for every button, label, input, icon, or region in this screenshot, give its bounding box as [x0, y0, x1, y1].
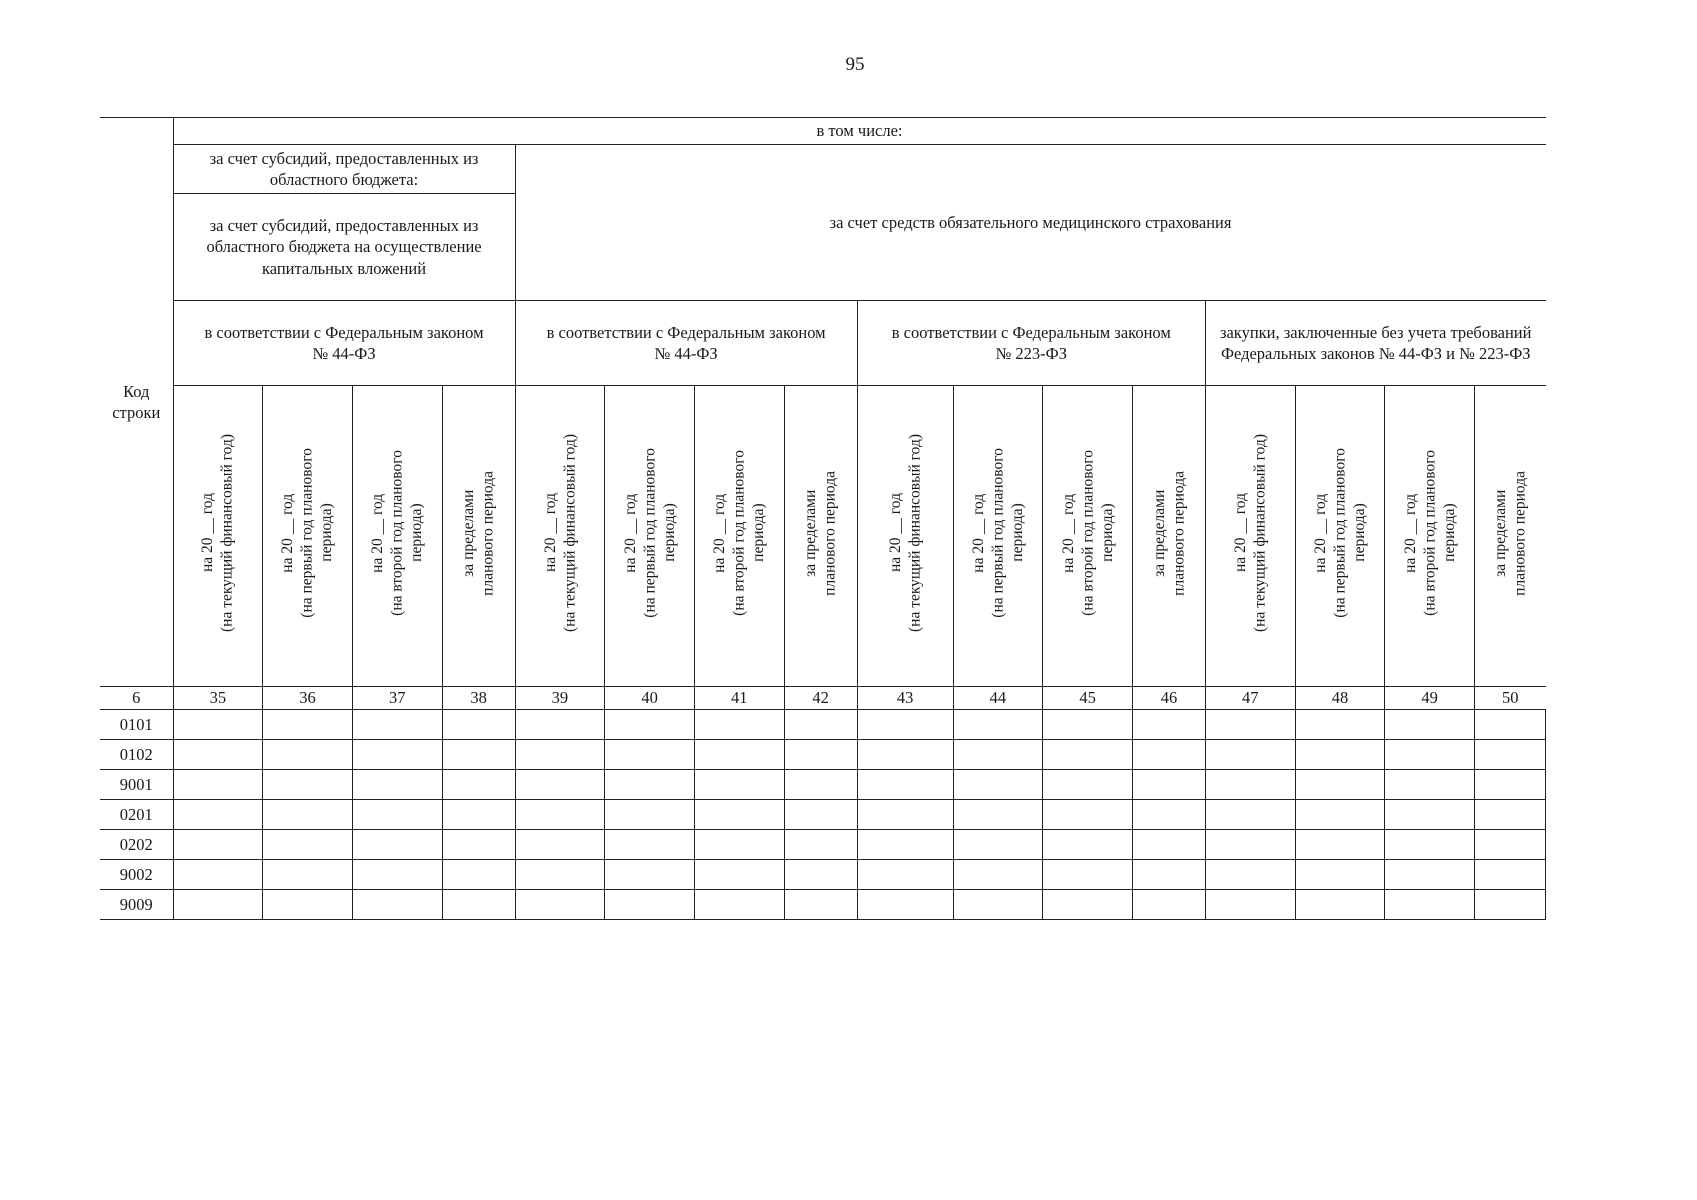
period-header-line: планового периода — [1511, 470, 1529, 596]
code-label: Код строки — [112, 381, 161, 422]
group-header-no-law — [1205, 301, 1545, 386]
data-cell[interactable] — [1132, 860, 1205, 890]
data-cell[interactable] — [1043, 770, 1133, 800]
data-cell[interactable] — [352, 800, 442, 830]
period-header-text — [1491, 471, 1530, 596]
table-row — [100, 860, 1546, 890]
period-header — [442, 386, 515, 687]
data-cell[interactable] — [352, 710, 442, 740]
data-cell[interactable] — [1043, 860, 1133, 890]
data-cell[interactable] — [1132, 830, 1205, 860]
period-header-text — [801, 471, 840, 596]
data-cell[interactable] — [1132, 770, 1205, 800]
data-cell[interactable] — [1043, 830, 1133, 860]
data-cell[interactable] — [1205, 740, 1295, 770]
data-cell[interactable] — [263, 740, 353, 770]
period-header-line: периода) — [1098, 504, 1116, 563]
data-cell[interactable] — [1205, 890, 1295, 920]
data-cell[interactable] — [784, 800, 857, 830]
period-header-line: (на первый год планового — [640, 448, 658, 619]
data-cell[interactable] — [857, 710, 953, 740]
period-header-line: на 20 __ год — [1231, 493, 1249, 573]
period-header-text — [459, 471, 498, 596]
data-cell[interactable] — [1295, 890, 1385, 920]
data-cell[interactable] — [1043, 710, 1133, 740]
group-label: в соответствии с Федеральным законом № 44-ФЗ — [546, 322, 826, 363]
data-cell[interactable] — [442, 860, 515, 890]
period-header-text — [710, 450, 768, 616]
data-cell[interactable] — [857, 740, 953, 770]
data-cell[interactable] — [1132, 710, 1205, 740]
period-header — [1205, 386, 1295, 687]
data-cell[interactable] — [605, 800, 695, 830]
data-cell[interactable] — [784, 710, 857, 740]
period-header-line: (на второй год планового — [388, 450, 406, 617]
column-number: 45 — [1043, 687, 1133, 710]
column-number: 35 — [173, 687, 263, 710]
period-header-line: (на первый год планового — [298, 448, 316, 619]
data-cell[interactable] — [442, 710, 515, 740]
group-header-44fz-regional — [173, 301, 515, 386]
column-number: 39 — [515, 687, 605, 710]
table-row — [100, 890, 1546, 920]
period-header-row — [100, 386, 1546, 687]
data-cell[interactable] — [857, 770, 953, 800]
period-header-line: на 20 __ год — [1401, 493, 1419, 573]
data-cell[interactable] — [442, 890, 515, 920]
period-header — [173, 386, 263, 687]
data-cell[interactable] — [263, 800, 353, 830]
column-number: 44 — [953, 687, 1043, 710]
data-cell[interactable] — [605, 770, 695, 800]
data-cell[interactable] — [173, 860, 263, 890]
period-header — [515, 386, 605, 687]
data-cell[interactable] — [784, 740, 857, 770]
data-cell[interactable] — [352, 740, 442, 770]
data-cell[interactable] — [1205, 710, 1295, 740]
column-number: 6 — [100, 687, 173, 710]
data-cell[interactable] — [173, 800, 263, 830]
period-header — [1385, 386, 1475, 687]
data-cell[interactable] — [1475, 890, 1546, 920]
period-header-line: (на первый год планового — [1331, 448, 1349, 619]
data-cell[interactable] — [442, 770, 515, 800]
data-cell[interactable] — [694, 890, 784, 920]
period-header-line: периода) — [1350, 504, 1368, 563]
data-cell[interactable] — [1295, 830, 1385, 860]
data-cell[interactable] — [515, 860, 605, 890]
including-header — [173, 118, 1546, 145]
data-cell[interactable] — [442, 740, 515, 770]
oms-label: за счет средств обязательного медицинского страхования — [829, 212, 1232, 232]
regional-subsidies-header — [173, 145, 515, 194]
data-cell[interactable] — [857, 800, 953, 830]
data-cell[interactable] — [605, 890, 695, 920]
data-cell[interactable] — [1385, 740, 1475, 770]
period-header-text — [1231, 434, 1270, 632]
row-code: 0101 — [100, 710, 173, 740]
data-cell[interactable] — [1132, 800, 1205, 830]
period-header-line: за пределами — [1491, 489, 1509, 577]
period-header — [694, 386, 784, 687]
data-cell[interactable] — [694, 770, 784, 800]
period-header-line: на 20 __ год — [1059, 493, 1077, 573]
period-header-line: на 20 __ год — [621, 493, 639, 573]
data-cell[interactable] — [1475, 710, 1546, 740]
data-cell[interactable] — [953, 770, 1043, 800]
data-cell[interactable] — [784, 860, 857, 890]
period-header — [352, 386, 442, 687]
row-code: 0202 — [100, 830, 173, 860]
period-header-line: периода) — [318, 504, 336, 563]
data-cell[interactable] — [173, 740, 263, 770]
data-cell[interactable] — [605, 830, 695, 860]
period-header-line: планового периода — [821, 470, 839, 596]
data-cell[interactable] — [263, 830, 353, 860]
oms-header — [515, 145, 1545, 301]
data-cell[interactable] — [953, 830, 1043, 860]
data-cell[interactable] — [1475, 860, 1546, 890]
data-cell[interactable] — [605, 860, 695, 890]
data-cell[interactable] — [173, 830, 263, 860]
group-header-44fz-oms — [515, 301, 857, 386]
group-label: в соответствии с Федеральным законом № 44-ФЗ — [204, 322, 484, 363]
code-column-header — [100, 118, 173, 687]
data-cell[interactable] — [1475, 800, 1546, 830]
data-cell[interactable] — [694, 800, 784, 830]
data-cell[interactable] — [953, 710, 1043, 740]
period-header-line: (на второй год планового — [730, 450, 748, 617]
period-header — [1475, 386, 1546, 687]
data-cell[interactable] — [263, 710, 353, 740]
period-header-text — [1401, 450, 1459, 616]
row-code: 9001 — [100, 770, 173, 800]
data-cell[interactable] — [857, 860, 953, 890]
data-cell[interactable] — [953, 800, 1043, 830]
period-header-line: за пределами — [1150, 489, 1168, 577]
page-number: 95 — [845, 54, 865, 75]
period-header — [263, 386, 353, 687]
period-header-text — [886, 434, 925, 632]
column-number: 43 — [857, 687, 953, 710]
data-cell[interactable] — [515, 890, 605, 920]
data-cell[interactable] — [953, 890, 1043, 920]
column-number: 49 — [1385, 687, 1475, 710]
data-cell[interactable] — [515, 710, 605, 740]
data-cell[interactable] — [442, 830, 515, 860]
period-header — [605, 386, 695, 687]
row-code: 9002 — [100, 860, 173, 890]
data-cell[interactable] — [1043, 800, 1133, 830]
period-header-text — [621, 448, 679, 618]
period-header-line: на 20 __ год — [199, 493, 217, 573]
data-cell[interactable] — [605, 710, 695, 740]
period-header-line: периода) — [749, 504, 767, 563]
column-number: 36 — [263, 687, 353, 710]
data-cell[interactable] — [1475, 830, 1546, 860]
data-cell[interactable] — [263, 860, 353, 890]
column-number-row — [100, 687, 1546, 710]
column-number: 37 — [352, 687, 442, 710]
period-header — [1043, 386, 1133, 687]
column-number: 50 — [1475, 687, 1546, 710]
period-header — [1132, 386, 1205, 687]
period-header-line: (на второй год планового — [1420, 450, 1438, 617]
period-header-line: на 20 __ год — [279, 493, 297, 573]
data-cell[interactable] — [694, 740, 784, 770]
data-cell[interactable] — [694, 860, 784, 890]
data-cell[interactable] — [1295, 710, 1385, 740]
table-row — [100, 710, 1546, 740]
data-cell[interactable] — [515, 800, 605, 830]
period-header-line: периода) — [407, 504, 425, 563]
data-cell[interactable] — [857, 890, 953, 920]
period-header-line: за пределами — [802, 489, 820, 577]
period-header-line: планового периода — [1169, 470, 1187, 596]
period-header-text — [1311, 448, 1369, 618]
column-number: 47 — [1205, 687, 1295, 710]
data-cell[interactable] — [515, 770, 605, 800]
data-cell[interactable] — [173, 710, 263, 740]
data-cell[interactable] — [694, 830, 784, 860]
period-header-line: (на текущий финансовый год) — [218, 434, 236, 633]
data-cell[interactable] — [784, 890, 857, 920]
period-header-text — [198, 434, 237, 632]
period-header-line: (на второй год планового — [1078, 450, 1096, 617]
data-cell[interactable] — [1132, 740, 1205, 770]
period-header-text — [969, 448, 1027, 618]
period-header-line: за пределами — [460, 489, 478, 577]
table-row — [100, 770, 1546, 800]
column-number: 42 — [784, 687, 857, 710]
data-cell[interactable] — [694, 710, 784, 740]
period-header-line: на 20 __ год — [369, 493, 387, 573]
column-number: 38 — [442, 687, 515, 710]
group-header-223fz — [857, 301, 1205, 386]
period-header-line: периода) — [1440, 504, 1458, 563]
regional-capital-label: за счет субсидий, предоставленных из областного бюджета на осуществление капитальных вложений — [206, 215, 482, 278]
data-cell[interactable] — [953, 860, 1043, 890]
table-row — [100, 740, 1546, 770]
data-cell[interactable] — [1385, 770, 1475, 800]
data-cell[interactable] — [1295, 800, 1385, 830]
period-header-line: периода) — [1008, 504, 1026, 563]
group-label: закупки, заключенные без учета требований Федеральных законов № 44-ФЗ и № 223-ФЗ — [1219, 322, 1532, 363]
column-number: 40 — [605, 687, 695, 710]
period-header — [784, 386, 857, 687]
period-header — [953, 386, 1043, 687]
data-cell[interactable] — [1295, 860, 1385, 890]
including-label: в том числе: — [816, 121, 903, 141]
regional-capital-header — [173, 194, 515, 301]
data-cell[interactable] — [1295, 740, 1385, 770]
data-cell[interactable] — [173, 770, 263, 800]
data-cell[interactable] — [1385, 830, 1475, 860]
data-cell[interactable] — [857, 830, 953, 860]
data-cell[interactable] — [263, 890, 353, 920]
column-number: 41 — [694, 687, 784, 710]
data-cell[interactable] — [605, 740, 695, 770]
data-cell[interactable] — [173, 890, 263, 920]
procurement-form-table — [100, 117, 1546, 920]
data-cell[interactable] — [352, 770, 442, 800]
data-cell[interactable] — [1475, 740, 1546, 770]
data-cell[interactable] — [1205, 770, 1295, 800]
period-header-line: на 20 __ год — [541, 493, 559, 573]
data-cell[interactable] — [1043, 890, 1133, 920]
row-code: 0102 — [100, 740, 173, 770]
data-cell[interactable] — [1475, 770, 1546, 800]
table-row — [100, 800, 1546, 830]
period-header-line: на 20 __ год — [969, 493, 987, 573]
data-cell[interactable] — [1385, 710, 1475, 740]
data-cell[interactable] — [1385, 890, 1475, 920]
period-header-line: (на первый год планового — [989, 448, 1007, 619]
table-row — [100, 830, 1546, 860]
group-label: в соответствии с Федеральным законом № 223-ФЗ — [891, 322, 1171, 363]
data-cell[interactable] — [1205, 830, 1295, 860]
data-cell[interactable] — [1205, 860, 1295, 890]
data-cell[interactable] — [1043, 740, 1133, 770]
period-header-line: на 20 __ год — [886, 493, 904, 573]
regional-subsidies-label: за счет субсидий, предоставленных из областного бюджета: — [209, 148, 479, 189]
data-cell[interactable] — [953, 740, 1043, 770]
data-cell[interactable] — [784, 770, 857, 800]
data-cell[interactable] — [1205, 800, 1295, 830]
period-header-line: (на текущий финансовый год) — [906, 434, 924, 633]
data-cell[interactable] — [263, 770, 353, 800]
data-cell[interactable] — [442, 800, 515, 830]
column-number: 48 — [1295, 687, 1385, 710]
period-header-text — [368, 450, 426, 616]
data-cell[interactable] — [1385, 860, 1475, 890]
period-header-text — [1150, 471, 1189, 596]
period-header-line: (на текущий финансовый год) — [1251, 434, 1269, 633]
period-header — [1295, 386, 1385, 687]
data-cell[interactable] — [352, 890, 442, 920]
period-header-text — [278, 448, 336, 618]
row-code: 0201 — [100, 800, 173, 830]
data-cell[interactable] — [1132, 890, 1205, 920]
data-cell[interactable] — [352, 830, 442, 860]
period-header-line: (на текущий финансовый год) — [560, 434, 578, 633]
period-header-line: на 20 __ год — [711, 493, 729, 573]
data-cell[interactable] — [515, 830, 605, 860]
data-cell[interactable] — [1385, 800, 1475, 830]
period-header-text — [541, 434, 580, 632]
period-header — [857, 386, 953, 687]
period-header-line: периода) — [660, 504, 678, 563]
data-cell[interactable] — [1295, 770, 1385, 800]
period-header-text — [1059, 450, 1117, 616]
column-number: 46 — [1132, 687, 1205, 710]
data-cell[interactable] — [784, 830, 857, 860]
row-code: 9009 — [100, 890, 173, 920]
data-cell[interactable] — [515, 740, 605, 770]
data-cell[interactable] — [352, 860, 442, 890]
period-header-line: планового периода — [479, 470, 497, 596]
period-header-line: на 20 __ год — [1311, 493, 1329, 573]
